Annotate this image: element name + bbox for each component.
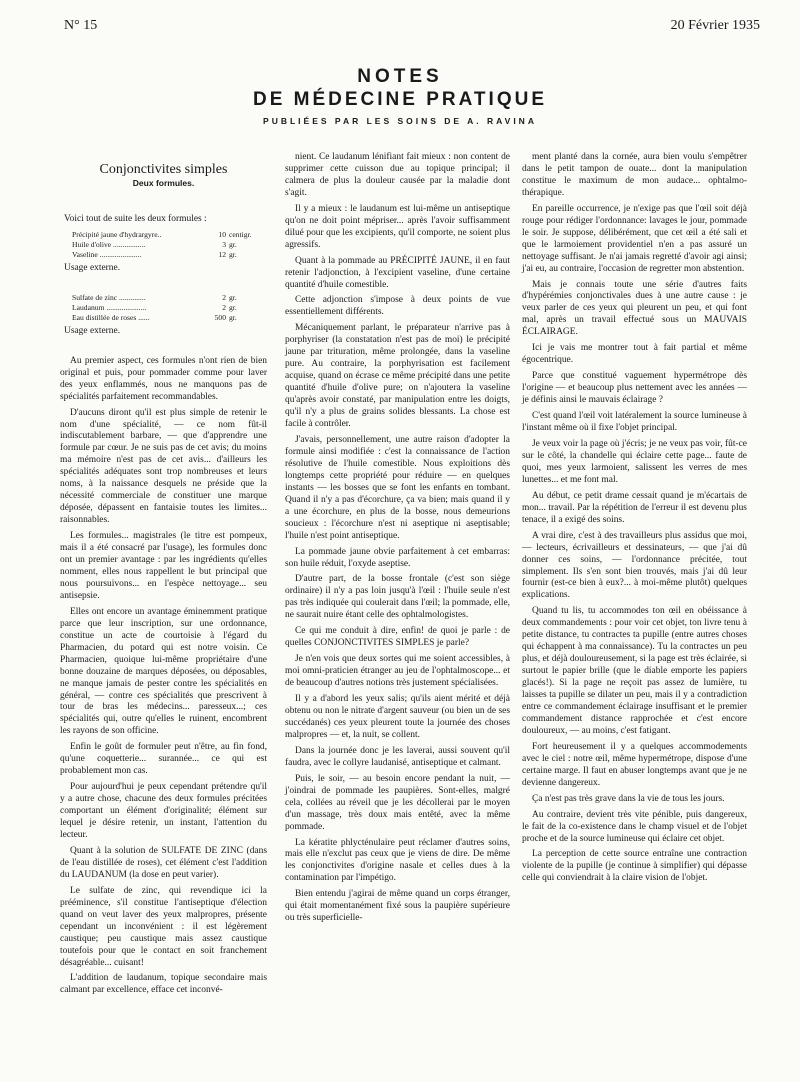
paragraph: Enfin le goût de formuler peut n'être, au fin fond, qu'une coquetterie... surannée... ce qui est probablement mon cas. [60,742,267,777]
issue-date: 20 Février 1935 [670,18,760,33]
paragraph: Je n'en vois que deux sortes qui me soient accessibles, à moi omni-praticien étranger au jeu de l'ophtalmoscope... et de beaucoup d'autres notions très justement spécialisées. [285,654,510,689]
page-header [64,18,760,42]
paragraph: L'addition de laudanum, topique secondaire mais calmant par excellence, efface cet inconvé- [60,973,267,996]
paragraph: Je veux voir la page où j'écris; je ne veux pas voir, fût-ce sur le côté, la chandelle qui éclaire cette page... faute de quoi, mes yeux larmoient, salissent les verres de mes lunettes... et me font mal. [522,438,747,485]
paragraph: Ici je vais me montrer tout à fait partial et même égocentrique. [522,343,747,366]
masthead-title-2: DE MÉDECINE PRATIQUE [252,89,547,110]
column-2-text [285,152,510,925]
formula-row: Sulfate de zinc .............. 2 gr. [72,292,237,302]
paragraph: Il y a d'abord les yeux salis; qu'ils aient mérité et déjà obtenu ou non le nitrate d'argent sauveur (ou bien un de ses succédanés) ces yeux pleurent toute la journée des choses malpropres — et, la nuit, se collent. [285,694,510,740]
paragraph: Dans la journée donc je les laverai, aussi souvent qu'il faudra, avec le collyre laudanisé, antiseptique et calmant. [285,745,510,768]
paragraph: Pour aujourd'hui je peux cependant prétendre qu'il y a autre chose, chacune des deux formules précitées comportant un élément d'originalité; élément sur lequel je désire retenir, un instant, l'attention du lecteur. [60,782,267,840]
column-3 [522,152,747,885]
masthead-title-1: NOTES [357,66,443,87]
issue-number: N° 15 [64,18,98,33]
paragraph: En pareille occurrence, je n'exige pas que l'œil soit déjà rouge pour rédiger l'ordonnance: lavages le jour, pommade le soir. Je suppose, délibérément, que cet œil a été sali et que le larmoiement providentiel n'en a pas assuré un nettoyage suffisant. Je n'ai jamais regretté d'avoir agi ainsi; j'ai eu, au contraire, l'occasion de regretter mon abstention. [522,203,747,274]
paragraph: La pommade jaune obvie parfaitement à cet embarras: son huile réduit, l'oxyde aseptise. [285,546,510,569]
usage-note-2: Usage externe. [64,325,121,336]
formula-row: Eau distillée de roses ...... 500 gr. [72,312,237,322]
paragraph: A vrai dire, c'est à des travailleurs plus assidus que moi, — lecteurs, écrivailleurs et dessinateurs, — que j'ai dû donner ces soins, — l'ordonnance précitée, tout simplement. Ils s'en sont bien trouvés, mais j'ai dû leur fournir (est-ce bien à eux?... à moi-même plutôt) quelques explications. [522,530,747,601]
paragraph: nient. Ce laudanum lénifiant fait mieux : non content de supprimer cette cuisson due au topique principal; il calmera de plus la douleur causée par la maladie dont s'agit. [285,152,510,198]
paragraph: Ça n'est pas très grave dans la vie de tous les jours. [532,793,725,804]
paragraph: Il y a mieux : le laudanum est lui-même un antiseptique qu'on ne doit point mépriser... après l'avoir suffisamment dilué pour que les excipients, qu'il comporte, ne soient plus agressifs. [285,203,510,250]
paragraph: C'est quand l'œil voit latéralement la source lumineuse à l'instant même où il fixe l'objet principal. [522,411,747,434]
paragraph: D'autre part, de la bosse frontale (c'est son siège ordinaire) il n'y a pas loin jusqu'à l'œil : l'huile seule n'est pas très indiquée qui coulerait dans l'œil; la pommade, elle, ne saurait nuire étant celle des ophtalmologistes. [285,574,510,621]
paragraph: La perception de cette source entraîne une contraction violente de la pupille (je continue à simplifier) qui dépasse celle qui conviendrait à la claire vision de l'objet. [522,849,747,884]
paragraph: Au contraire, devient très vite pénible, puis dangereux, le fait de la co-existence dans le champ visuel et de l'objet proche et de la source lumineuse qui éclaire cet objet. [522,809,747,844]
paragraph: Les formules... magistrales (le titre est pompeux, mais il a été consacré par l'usage), les formules donc ont un premier avantage : par les ingrédients qu'elles nomment, elles nous rappellent le but principal que nous poursuivons... en l'espèce nettoyage... seu antisepsie. [60,531,267,601]
formula-2 [72,293,267,323]
paragraph: Bien entendu j'agirai de même quand un corps étranger, qui était momentanément fixé sous la paupière supérieure ou très superficielle- [285,889,510,924]
paragraph: Mais je connais toute une série d'autres faits d'hypérémies conjonctivales dues à une autre cause : je veux parler de ces yeux qui pleurent un peu, et qui font mal, après un travail effectué sous un MAUVAIS ÉCLAIRAGE. [522,279,747,338]
paragraph: Le sulfate de zinc, qui revendique ici la prééminence, s'il constitue l'antiseptique d'élection quand on veut laver des yeux malpropres, présente cependant un inconvénient : il est légèrement caustique; peu caustique mais assez caustique toutefois pour que le contact en soit franchement désagréable... cuisant! [60,885,267,968]
masthead [0,66,800,126]
paragraph: Quant à la pommade au PRÉCIPITÉ JAUNE, il en faut retenir l'adjonction, à l'excipient vaseline, d'une certaine quantité d'huile comestible. [285,255,510,290]
formula-row: Vaseline ...................... 12 gr. [72,249,237,259]
usage-note-1: Usage externe. [64,262,121,273]
paragraph: Elles ont encore un avantage éminemment pratique parce que leur inscription, sur une ordonnance, constitue un acte de courtoisie à l'égard du Pharmacien, du potard qui est notre voisin. Ce Pharmacien, quoique lui-même propriétaire d'une bonne douzaine de marques déposées, ou déposables, ne manque jamais de pester contre les spécialités en général, — contre ces spécialités que prescrivent à tour de bras les médecins... paresseux...; ces spécialités qui, outre qu'elles le ruinent, encombrent les rayons de son officine. [60,606,267,737]
formula-row: Huile d'olive ................. 3 gr. [72,239,237,249]
paragraph: Fort heureusement il y a quelques accommodements avec le ciel : notre œil, même hypermétrope, dispose d'une certaine marge. Il faut en abuser longtemps avant que je ne devienne dangereux. [522,741,747,788]
article-title: Conjonctivites simples [99,162,228,177]
column-1 [60,152,267,997]
paragraph: Parce que constitué vaguement hypermétrope dès l'origine — et beaucoup plus nettement avec les années — je définis ainsi le mauvais éclairage ? [522,371,747,406]
paragraph: J'avais, personnellement, une autre raison d'adopter la formule ainsi modifiée : c'est la connaissance de l'action résolutive de l'huile comestible. Nous exploitions dès longtemps cette propriété pour réduire — en quelques instants — les bosses que se font les enfants en tombant. Quand il n'y a pas d'écorchure, ça va bien; mais quand il y a une écorchure, en plus de la bosse, nous demeurions soucieux : l'écorchure n'est ni aseptique ni aseptisable; l'huile n'est point antiseptique. [285,434,510,541]
paragraph: Au début, ce petit drame cessait quand je m'écartais de mon... travail. Par la répétition de l'erreur il est devenu plus tenace, il a exigé des soins. [522,490,747,525]
paragraph: Mécaniquement parlant, le préparateur n'arrive pas à porphyriser (la constatation n'est pas de moi) le précipité jaune par trituration, même prolongée, dans la vaseline pure. Au contraire, la porphyrisation est facilement acquise, quand on écrase ce même précipité dans une petite quantité d'huile d'olive pure; on n'ajoutera la vaseline qu'après avoir constaté, par manipulation entre les doigts, qu'il n'y a plus de grains solides blessants. La chose est facile à contrôler. [285,323,510,430]
paragraph: Ce qui me conduit à dire, enfin! de quoi je parle : de quelles CONJONCTIVITES SIMPLES je parle? [285,626,510,649]
article-subtitle: Deux formules. [132,177,195,188]
paragraph: D'aucuns diront qu'il est plus simple de retenir le nom d'une spécialité, — ce nom fût-il indiscutablement barbare, — que d'apprendre une formule par cœur. Je ne suis pas de cet avis; du moins ma mémoire n'est pas de cet avis... d'ailleurs les spécialités adéquates sont trop nombreuses et leurs noms, à la naissance desquels ne préside que la nécessité commerciale de constituer une marque déposée, dépassent en fantaisie toutes les limites... raisonnables. [60,407,267,526]
paragraph: Cette adjonction s'impose à deux points de vue essentiellement différents. [285,295,510,318]
paragraph: Au premier aspect, ces formules n'ont rien de bien original et puis, pour pommader comme pour laver des yeux enflammés, nous ne manquons pas de spécialités parfaitement recommandables. [60,355,267,402]
formula-1 [72,230,267,260]
formula-row: Laudanum ..................... 2 gr. [72,302,237,312]
formulas-intro: Voici tout de suite les deux formules : [64,213,207,224]
masthead-byline: PUBLIÉES PAR LES SOINS DE A. RAVINA [263,116,537,126]
paragraph: Quand tu lis, tu accommodes ton œil en obéissance à deux commandements : pour voir cet objet, ton livre tenu à petite distance, tu contractes ta pupille (entre autres choses qui échappent à ma connaissance). Tu la contractes un peu plus, et déjà douloureusement, si la page est très éclairée, si surtout le papier brille (que le diable emporte les papiers glacés!). Si la page ne reçoit pas assez de lumière, tu laisses ta pupille se dilater un peu, mais il y a contradiction entre ce commandement éclairage insuffisant et le premier commandement distance rapprochée et c'est encore douloureux, — au moins, c'est fatigant. [522,606,747,736]
paragraph: Quant à la solution de SULFATE DE ZINC (dans de l'eau distillée de roses), cet élément c'est l'addition du LAUDANUM (la dose en peut varier). [60,845,267,880]
paragraph: ment planté dans la cornée, aura bien voulu s'empêtrer dans le petit tampon de ouate... dont la manipulation constitue le maximum de mon audace... ophtalmo-thérapique. [522,152,747,198]
column-1-text [60,356,267,998]
column-3-text [522,152,747,885]
column-2 [285,152,510,925]
paragraph: Puis, le soir, — au besoin encore pendant la nuit, — j'oindrai de pommade les paupières. Sont-elles, malgré cela, collées au réveil que je les décollerai par le moyen d'un massage, très doux mais entêté, avec la même pommade. [285,773,510,832]
formula-row: Précipité jaune d'hydrargyre.. 10 centigr. [72,229,252,239]
paragraph: La kératite phlycténulaire peut réclamer d'autres soins, mais elle n'exclut pas ceux que je viens de dire. De même les conjonctivites d'origine nasale et celles dues à la contamination par l'impétigo. [285,837,510,884]
